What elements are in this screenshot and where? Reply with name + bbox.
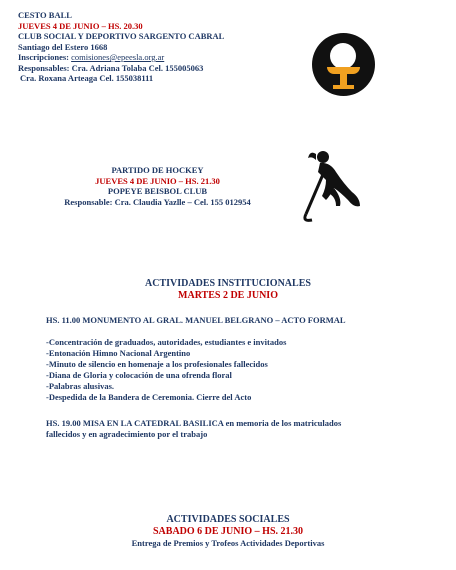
- institucionales-header: [0, 278, 456, 302]
- cesto-responsables-1: Responsables: Cra. Adriana Tolaba Cel. 155005063: [18, 62, 204, 73]
- sociales-section: [0, 514, 456, 549]
- event-misa: [46, 418, 431, 439]
- sociales-date: SABADO 6 DE JUNIO – HS. 21.30: [152, 526, 304, 537]
- inscripciones-label: Inscripciones:: [18, 52, 72, 62]
- list-item: -Minuto de silencio en homenaje a los profesionales fallecidos: [46, 359, 268, 369]
- hockey-responsable: Responsable: Cra. Claudia Yazlle – Cel. 155 012954: [64, 196, 251, 207]
- cesto-inscripciones: [18, 52, 224, 63]
- cesto-title: CESTO BALL: [18, 10, 72, 20]
- cesto-address: Santiago del Estero 1668: [18, 41, 108, 52]
- list-item: -Concentración de graduados, autoridades, estudiantes e invitados: [46, 337, 287, 347]
- hockey-title: PARTIDO DE HOCKEY: [111, 165, 204, 175]
- sociales-desc: Entrega de Premios y Trofeos Actividades Deportivas: [131, 538, 325, 548]
- cestoball-logo-icon: [312, 33, 375, 96]
- hockey-club: POPEYE BEISBOL CLUB: [107, 186, 208, 196]
- list-item: -Diana de Gloria y colocación de una ofrenda floral: [46, 370, 232, 380]
- acto-items-list: [46, 337, 286, 403]
- cesto-section: [18, 10, 224, 84]
- list-item: -Palabras alusivas.: [46, 381, 115, 391]
- institucionales-title: ACTIVIDADES INSTITUCIONALES: [145, 278, 311, 289]
- event-belgrano: HS. 11.00 MONUMENTO AL GRAL. MANUEL BELGRANO – ACTO FORMAL: [46, 315, 346, 325]
- cesto-date: JUEVES 4 DE JUNIO – HS. 20.30: [18, 20, 143, 31]
- misa-line-2: fallecidos y en agradecimiento por el trabajo: [46, 428, 208, 439]
- cesto-responsables-2: Cra. Roxana Arteaga Cel. 155038111: [20, 73, 154, 83]
- list-item: -Despedida de la Bandera de Ceremonia. Cierre del Acto: [46, 392, 252, 402]
- sociales-title: ACTIVIDADES SOCIALES: [166, 514, 290, 525]
- hockey-section: [20, 165, 295, 207]
- hockey-player-icon: [300, 148, 366, 228]
- institucionales-date: MARTES 2 DE JUNIO: [178, 290, 278, 301]
- misa-line-1: HS. 19.00 MISA EN LA CATEDRAL BASILICA en memoria de los matriculados: [46, 418, 342, 428]
- list-item: -Entonación Himno Nacional Argentino: [46, 348, 191, 358]
- hockey-date: JUEVES 4 DE JUNIO – HS. 21.30: [95, 175, 220, 186]
- inscripciones-email-link[interactable]: comisiones@epeesla.org.ar: [71, 52, 165, 62]
- cesto-club: CLUB SOCIAL Y DEPORTIVO SARGENTO CABRAL: [18, 31, 225, 41]
